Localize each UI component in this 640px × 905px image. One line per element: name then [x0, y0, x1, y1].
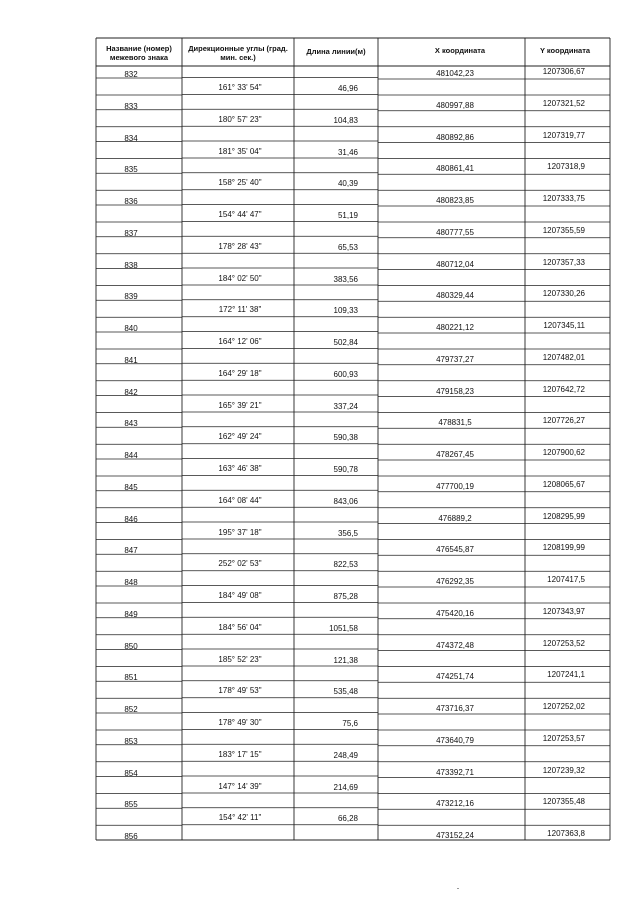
- x-coordinate: 478267,45: [436, 450, 474, 459]
- y-coordinate: 1207252,02: [542, 702, 585, 711]
- header-point-name: Название (номер) межевого знака: [106, 44, 172, 62]
- point-name: 837: [124, 228, 138, 238]
- line-length: 66,28: [337, 814, 358, 824]
- point-name: 850: [124, 641, 138, 651]
- point-name: 851: [124, 673, 138, 683]
- line-length: 1051,58: [329, 623, 358, 633]
- point-name: 843: [124, 419, 138, 429]
- line-length: 65,53: [337, 242, 358, 252]
- x-coordinate: 475420,16: [436, 608, 474, 618]
- line-length: 535,48: [333, 687, 358, 697]
- line-length: 590,78: [333, 465, 358, 474]
- y-coordinate: 1207482,01: [542, 352, 585, 362]
- y-coordinate: 1207239,32: [542, 765, 585, 775]
- x-coordinate: 473640,79: [436, 735, 474, 745]
- bearing-angle: 178° 49' 53": [218, 686, 262, 696]
- y-coordinate: 1207318,9: [547, 162, 585, 172]
- x-coordinate: 473716,37: [436, 704, 474, 713]
- line-length: 356,5: [337, 528, 358, 538]
- line-length: 502,84: [333, 338, 358, 347]
- bearing-angle: 183° 17' 15": [218, 749, 262, 759]
- x-coordinate: 473392,71: [436, 767, 474, 777]
- y-coordinate: 1207253,57: [542, 733, 585, 743]
- y-coordinate: 1207319,77: [542, 130, 585, 140]
- point-name: 841: [124, 355, 138, 365]
- x-coordinate: 480221,12: [436, 323, 474, 332]
- point-name: 846: [124, 514, 138, 524]
- y-coordinate: 1207642,72: [542, 384, 585, 394]
- x-coordinate: 474251,74: [436, 672, 474, 682]
- bearing-angle: 158° 25' 40": [218, 178, 262, 188]
- line-length: 590,38: [333, 433, 358, 443]
- bearing-angle: 163° 46' 38": [218, 464, 262, 473]
- line-length: 51,19: [337, 211, 358, 220]
- bearing-angle: 164° 12' 06": [218, 337, 262, 346]
- y-coordinate: 1207355,48: [542, 797, 585, 807]
- point-name: 855: [124, 800, 138, 810]
- bearing-angle: 181° 35' 04": [218, 146, 262, 156]
- y-coordinate: 1207330,26: [542, 289, 585, 299]
- x-coordinate: 473152,24: [436, 831, 474, 840]
- point-name: 842: [124, 387, 138, 397]
- point-name: 836: [124, 197, 138, 206]
- point-name: 854: [124, 768, 138, 778]
- bearing-angle: 180° 57' 23": [218, 114, 262, 124]
- point-name: 847: [124, 546, 138, 556]
- x-coordinate: 480861,41: [436, 164, 474, 174]
- bearing-angle: 184° 56' 04": [218, 622, 262, 632]
- point-name: 853: [124, 736, 138, 746]
- bearing-angle: 161° 33' 54": [218, 83, 262, 92]
- line-length: 383,56: [333, 274, 358, 284]
- x-coordinate: 479158,23: [436, 386, 474, 396]
- point-name: 835: [124, 165, 138, 175]
- y-coordinate: 1207321,52: [542, 98, 585, 108]
- line-length: 600,93: [333, 369, 358, 379]
- x-coordinate: 476545,87: [436, 545, 474, 555]
- point-name: 845: [124, 482, 138, 492]
- point-name: 849: [124, 609, 138, 619]
- bearing-angle: 185° 52' 23": [218, 654, 262, 664]
- bearing-angle: 147° 14' 39": [218, 781, 262, 791]
- point-name: 832: [124, 70, 138, 79]
- point-name: 844: [124, 451, 138, 460]
- line-length: 822,53: [333, 560, 358, 570]
- bearing-angle: 162° 49' 24": [218, 432, 262, 442]
- point-name: 833: [124, 101, 138, 111]
- y-coordinate: 1207345,11: [543, 321, 585, 330]
- line-length: 40,39: [337, 179, 358, 189]
- header-x-coordinate: X координата: [434, 46, 486, 55]
- y-coordinate: 1207241,1: [547, 670, 585, 680]
- x-coordinate: 480777,55: [436, 227, 474, 237]
- y-coordinate: 1207355,59: [542, 225, 585, 235]
- y-coordinate: 1207306,67: [542, 67, 585, 76]
- bearing-angle: 184° 49' 08": [218, 591, 262, 600]
- header-bearing: Дирекционные углы (град. мин. сек.): [188, 44, 288, 62]
- y-coordinate: 1208199,99: [542, 543, 585, 553]
- bearing-angle: 164° 08' 44": [218, 495, 262, 505]
- point-name: 834: [124, 133, 138, 143]
- x-coordinate: 473212,16: [436, 799, 474, 809]
- y-coordinate: 1208295,99: [542, 511, 585, 521]
- line-length: 109,33: [333, 306, 358, 316]
- bearing-angle: 178° 28' 43": [218, 241, 262, 251]
- line-length: 337,24: [333, 401, 358, 411]
- line-length: 248,49: [333, 750, 358, 760]
- line-length: 121,38: [333, 655, 358, 665]
- point-name: 839: [124, 292, 138, 302]
- bearing-angle: 154° 42' 11": [218, 813, 262, 823]
- x-coordinate: 480997,88: [436, 100, 474, 110]
- header-length: Длина линии(м): [306, 47, 366, 56]
- y-coordinate: 1207900,62: [542, 448, 585, 457]
- y-coordinate: 1207333,75: [542, 194, 585, 203]
- line-length: 104,83: [333, 115, 358, 125]
- bearing-angle: 195° 37' 18": [218, 527, 262, 537]
- line-length: 75,6: [342, 719, 358, 728]
- x-coordinate: 474372,48: [436, 640, 474, 650]
- bearing-angle: 184° 02' 50": [218, 273, 262, 283]
- point-name: 848: [124, 578, 138, 587]
- x-coordinate: 480823,85: [436, 196, 474, 205]
- bearing-angle: 165° 39' 21": [218, 400, 262, 410]
- header-y-coordinate: Y координата: [539, 46, 591, 55]
- y-coordinate: 1207417,5: [547, 575, 585, 584]
- bearing-angle: 252° 02' 53": [218, 559, 262, 569]
- y-coordinate: 1207363,8: [547, 829, 585, 838]
- x-coordinate: 480712,04: [436, 259, 474, 269]
- bearing-angle: 172° 11' 38": [218, 305, 262, 315]
- y-coordinate: 1208065,67: [542, 479, 585, 489]
- x-coordinate: 480329,44: [436, 291, 474, 301]
- y-coordinate: 1207253,52: [542, 638, 585, 648]
- x-coordinate: 476889,2: [438, 513, 472, 523]
- x-coordinate: 478831,5: [438, 418, 472, 428]
- line-length: 875,28: [333, 592, 358, 601]
- bearing-angle: 178° 49' 30": [218, 718, 262, 727]
- bearing-angle: 154° 44' 47": [218, 210, 262, 219]
- line-length: 214,69: [333, 782, 358, 792]
- point-name: 838: [124, 260, 138, 270]
- y-coordinate: 1207357,33: [542, 257, 585, 267]
- bearing-angle: 164° 29' 18": [218, 368, 262, 378]
- point-name: 840: [124, 324, 138, 333]
- x-coordinate: 479737,27: [436, 354, 474, 364]
- scan-speck: [457, 888, 459, 889]
- x-coordinate: 480892,86: [436, 132, 474, 142]
- line-length: 843,06: [333, 496, 358, 506]
- x-coordinate: 481042,23: [436, 69, 474, 78]
- y-coordinate: 1207343,97: [542, 606, 585, 616]
- x-coordinate: 477700,19: [436, 481, 474, 491]
- line-length: 31,46: [337, 147, 358, 157]
- line-length: 46,96: [337, 84, 358, 93]
- point-name: 852: [124, 705, 138, 714]
- x-coordinate: 476292,35: [436, 577, 474, 586]
- y-coordinate: 1207726,27: [542, 416, 585, 426]
- point-name: 856: [124, 832, 138, 841]
